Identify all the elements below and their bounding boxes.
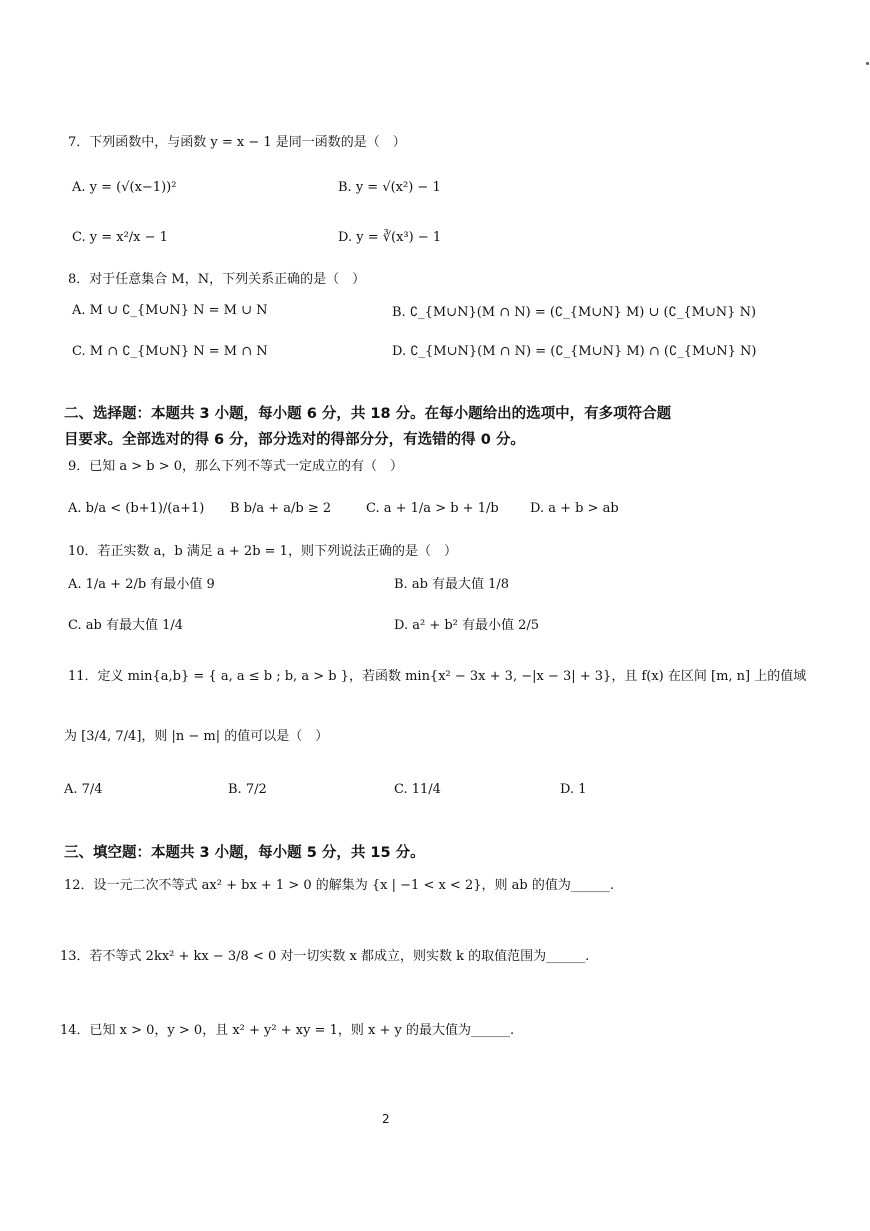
- question-10-option-a: A. 1/a + 2/b 有最小值 9: [68, 577, 215, 592]
- question-10-option-c: C. ab 有最大值 1/4: [68, 618, 184, 633]
- question-9-option-a: A. b/a < (b+1)/(a+1): [68, 501, 205, 516]
- question-7-option-a: A. y = (√(x−1))²: [72, 180, 177, 195]
- question-8-stem: 8．对于任意集合 M，N，下列关系正确的是（ ）: [68, 272, 366, 287]
- question-8-option-d: D. ∁_{M∪N}(M ∩ N) = (∁_{M∪N} M) ∩ (∁_{M∪N} N): [392, 344, 757, 359]
- question-7-option-b: B. y = √(x²) − 1: [338, 180, 441, 195]
- question-7-stem: 7．下列函数中，与函数 y = x − 1 是同一函数的是（ ）: [68, 135, 406, 150]
- question-11-option-d: D. 1: [560, 782, 587, 797]
- question-10-option-b: B. ab 有最大值 1/8: [394, 577, 510, 592]
- question-11-stem: 11．定义 min{a,b} = { a, a ≤ b ; b, a > b }，若函数 min{x² − 3x + 3, −|x − 3| + 3}，且 f(x) 在区间 [m, n] 上的值域: [68, 669, 807, 684]
- question-9-stem: 9．已知 a > b > 0，那么下列不等式一定成立的有（ ）: [68, 459, 404, 474]
- question-7-option-d: D. y = ∛(x³) − 1: [338, 230, 442, 245]
- question-8-option-a: A. M ∪ ∁_{M∪N} N = M ∪ N: [72, 303, 268, 318]
- question-10-option-d: D. a² + b² 有最小值 2/5: [394, 618, 540, 633]
- section-3-heading: 三、填空题：本题共 3 小题，每小题 5 分，共 15 分。: [64, 845, 425, 861]
- question-11-option-a: A. 7/4: [64, 782, 103, 797]
- question-8-option-b: B. ∁_{M∪N}(M ∩ N) = (∁_{M∪N} M) ∪ (∁_{M∪N} N): [392, 305, 757, 320]
- question-11-stem-cont: 为 [3/4, 7/4]，则 |n − m| 的值可以是（ ）: [64, 729, 329, 744]
- section-2-heading-line2: 目要求。全部选对的得 6 分，部分选对的得部分分，有选错的得 0 分。: [64, 432, 525, 448]
- question-12-stem: 12．设一元二次不等式 ax² + bx + 1 > 0 的解集为 {x | −1 < x < 2}，则 ab 的值为______.: [64, 878, 614, 893]
- question-10-stem: 10．若正实数 a，b 满足 a + 2b = 1，则下列说法正确的是（ ）: [68, 544, 457, 559]
- question-11-option-b: B. 7/2: [228, 782, 267, 797]
- section-2-heading-line1: 二、选择题：本题共 3 小题，每小题 6 分，共 18 分。在每小题给出的选项中，有多项符合题: [64, 406, 672, 422]
- question-8-option-c: C. M ∩ ∁_{M∪N} N = M ∩ N: [72, 344, 268, 359]
- question-7-option-c: C. y = x²/x − 1: [72, 230, 168, 245]
- scan-dot: [866, 62, 869, 65]
- question-14-stem: 14．已知 x > 0，y > 0，且 x² + y² + xy = 1，则 x + y 的最大值为______.: [60, 1023, 515, 1038]
- question-9-option-b: B b/a + a/b ≥ 2: [230, 501, 332, 516]
- question-11-option-c: C. 11/4: [394, 782, 441, 797]
- question-13-stem: 13．若不等式 2kx² + kx − 3/8 < 0 对一切实数 x 都成立，则实数 k 的取值范围为______.: [60, 949, 590, 964]
- question-9-option-d: D. a + b > ab: [530, 501, 619, 516]
- question-9-option-c: C. a + 1/a > b + 1/b: [366, 501, 499, 516]
- page-number: 2: [382, 1112, 390, 1126]
